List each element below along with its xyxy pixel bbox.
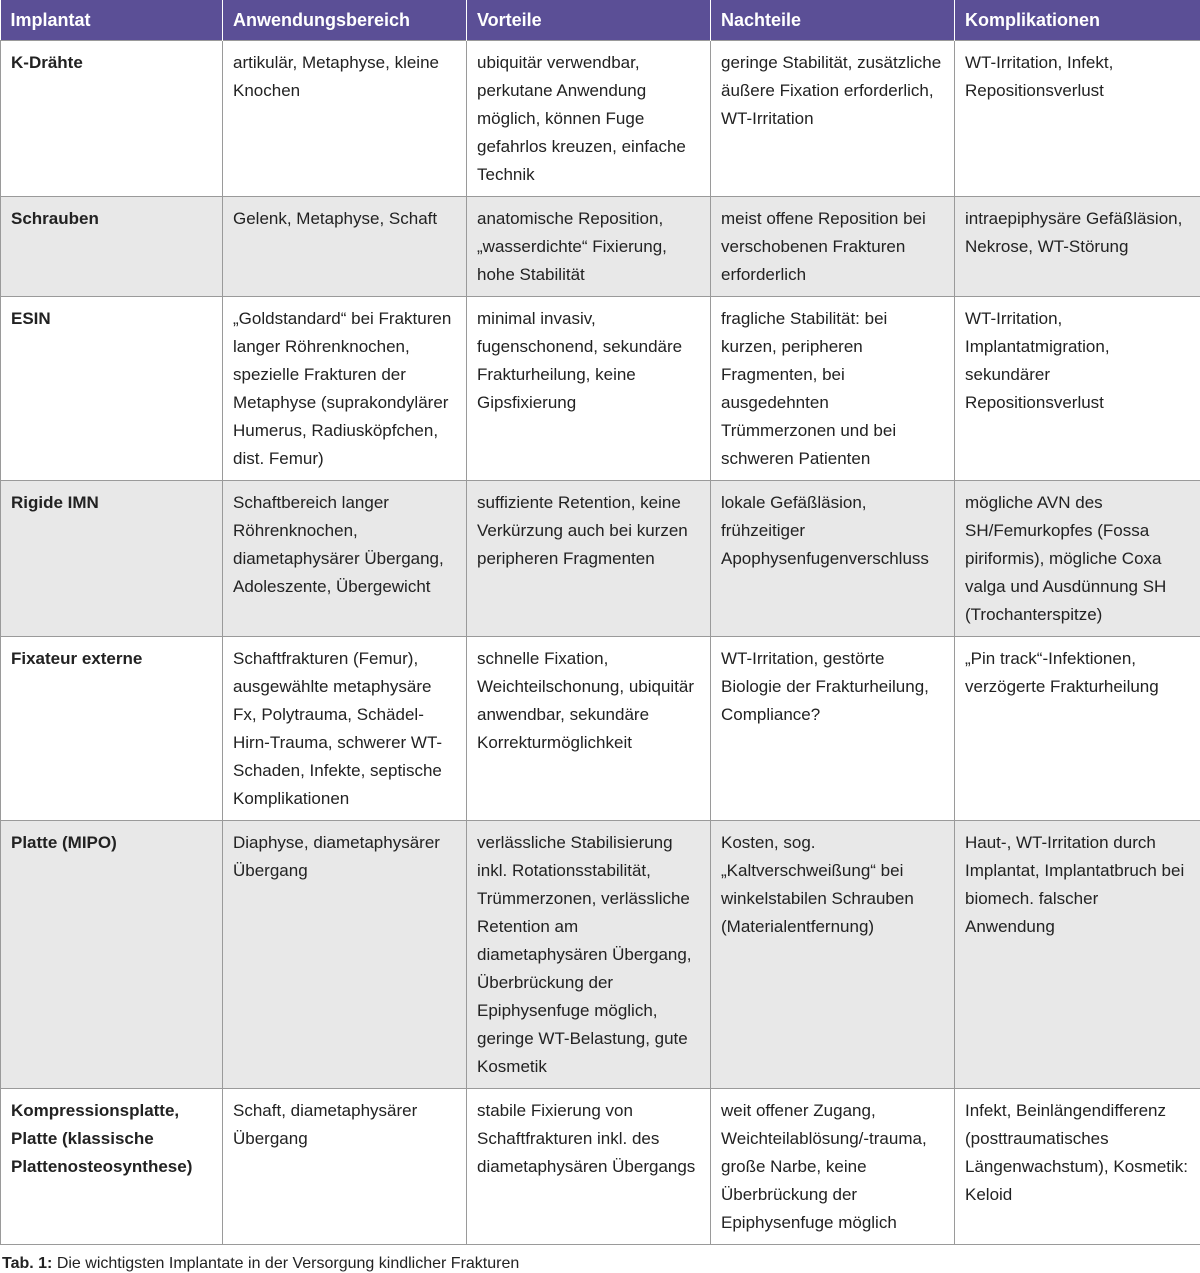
header-anwendungsbereich: Anwendungsbereich (223, 0, 467, 41)
cell-komplikationen: „Pin track“-Infektionen, verzögerte Frakturheilung (955, 637, 1200, 821)
cell-implantat: K-Drähte (1, 41, 223, 197)
cell-nachteile: geringe Stabilität, zusätzliche äußere Fixation erforderlich, WT-Irritation (711, 41, 955, 197)
cell-komplikationen: intraepiphysäre Gefäßläsion, Nekrose, WT-Störung (955, 197, 1200, 297)
cell-komplikationen: WT-Irritation, Infekt, Repositionsverlust (955, 41, 1200, 197)
cell-vorteile: minimal invasiv, fugenschonend, sekundäre Frakturheilung, keine Gipsfixierung (467, 297, 711, 481)
table-row (1, 297, 1200, 481)
cell-anwendungsbereich: Gelenk, Metaphyse, Schaft (223, 197, 467, 297)
header-komplikationen: Komplikationen (955, 0, 1200, 41)
cell-implantat: Kompressionsplatte, Platte (klassische Plattenosteosynthese) (1, 1089, 223, 1245)
cell-vorteile: schnelle Fixation, Weichteilschonung, ubiquitär anwendbar, sekundäre Korrekturmöglichkeit (467, 637, 711, 821)
table-row (1, 821, 1200, 1089)
cell-vorteile: stabile Fixierung von Schaftfrakturen inkl. des diametaphysären Übergangs (467, 1089, 711, 1245)
cell-implantat: Schrauben (1, 197, 223, 297)
header-nachteile: Nachteile (711, 0, 955, 41)
caption-text: Die wichtigsten Implantate in der Versorgung kindlicher Frakturen (52, 1255, 519, 1272)
cell-anwendungsbereich: artikulär, Metaphyse, kleine Knochen (223, 41, 467, 197)
cell-vorteile: ubiquitär verwendbar, perkutane Anwendung möglich, können Fuge gefahrlos kreuzen, einfache Technik (467, 41, 711, 197)
cell-nachteile: weit offener Zugang, Weichteilablösung/-trauma, große Narbe, keine Überbrückung der Epiphysenfuge möglich (711, 1089, 955, 1245)
table-header-row (1, 0, 1200, 41)
cell-nachteile: lokale Gefäßläsion, frühzeitiger Apophysenfugenverschluss (711, 481, 955, 637)
cell-implantat: Rigide IMN (1, 481, 223, 637)
table-caption (0, 1255, 1200, 1273)
cell-nachteile: fragliche Stabilität: bei kurzen, peripheren Fragmenten, bei ausgedehnten Trümmerzonen und bei schweren Patienten (711, 297, 955, 481)
cell-nachteile: meist offene Reposition bei verschobenen Frakturen erforderlich (711, 197, 955, 297)
header-vorteile: Vorteile (467, 0, 711, 41)
cell-implantat: Fixateur externe (1, 637, 223, 821)
cell-komplikationen: mögliche AVN des SH/Femurkopfes (Fossa piriformis), mögliche Coxa valga und Ausdünnung SH (Trochanterspitze) (955, 481, 1200, 637)
cell-implantat: Platte (MIPO) (1, 821, 223, 1089)
cell-vorteile: suffiziente Retention, keine Verkürzung auch bei kurzen peripheren Fragmenten (467, 481, 711, 637)
cell-implantat: ESIN (1, 297, 223, 481)
table-row (1, 1089, 1200, 1245)
header-implantat: Implantat (1, 0, 223, 41)
cell-anwendungsbereich: „Goldstandard“ bei Frakturen langer Röhrenknochen, spezielle Frakturen der Metaphyse (suprakondylärer Humerus, Radiusköpfchen, dist. Femur) (223, 297, 467, 481)
cell-nachteile: Kosten, sog. „Kaltverschweißung“ bei winkelstabilen Schrauben (Materialentfernung) (711, 821, 955, 1089)
caption-label: Tab. 1: (2, 1255, 52, 1272)
cell-komplikationen: Infekt, Beinlängendifferenz (posttraumatisches Längenwachstum), Kosmetik: Keloid (955, 1089, 1200, 1245)
cell-vorteile: anatomische Reposition, „wasserdichte“ Fixierung, hohe Stabilität (467, 197, 711, 297)
cell-vorteile: verlässliche Stabilisierung inkl. Rotationsstabilität, Trümmerzonen, verlässliche Retention am diametaphysären Übergang, Überbrückung der Epiphysenfuge möglich, geringe WT-Belastung, gute Kosmetik (467, 821, 711, 1089)
table-row (1, 637, 1200, 821)
table-row (1, 197, 1200, 297)
cell-komplikationen: WT-Irritation, Implantatmigration, sekundärer Repositionsverlust (955, 297, 1200, 481)
table-row (1, 481, 1200, 637)
cell-anwendungsbereich: Schaft, diametaphysärer Übergang (223, 1089, 467, 1245)
cell-komplikationen: Haut-, WT-Irritation durch Implantat, Implantatbruch bei biomech. falscher Anwendung (955, 821, 1200, 1089)
cell-anwendungsbereich: Schaftfrakturen (Femur), ausgewählte metaphysäre Fx, Polytrauma, Schädel-Hirn-Trauma, schwerer WT-Schaden, Infekte, septische Komplikationen (223, 637, 467, 821)
table-row (1, 41, 1200, 197)
cell-anwendungsbereich: Diaphyse, diametaphysärer Übergang (223, 821, 467, 1089)
cell-anwendungsbereich: Schaftbereich langer Röhrenknochen, diametaphysärer Übergang, Adoleszente, Übergewicht (223, 481, 467, 637)
cell-nachteile: WT-Irritation, gestörte Biologie der Frakturheilung, Compliance? (711, 637, 955, 821)
